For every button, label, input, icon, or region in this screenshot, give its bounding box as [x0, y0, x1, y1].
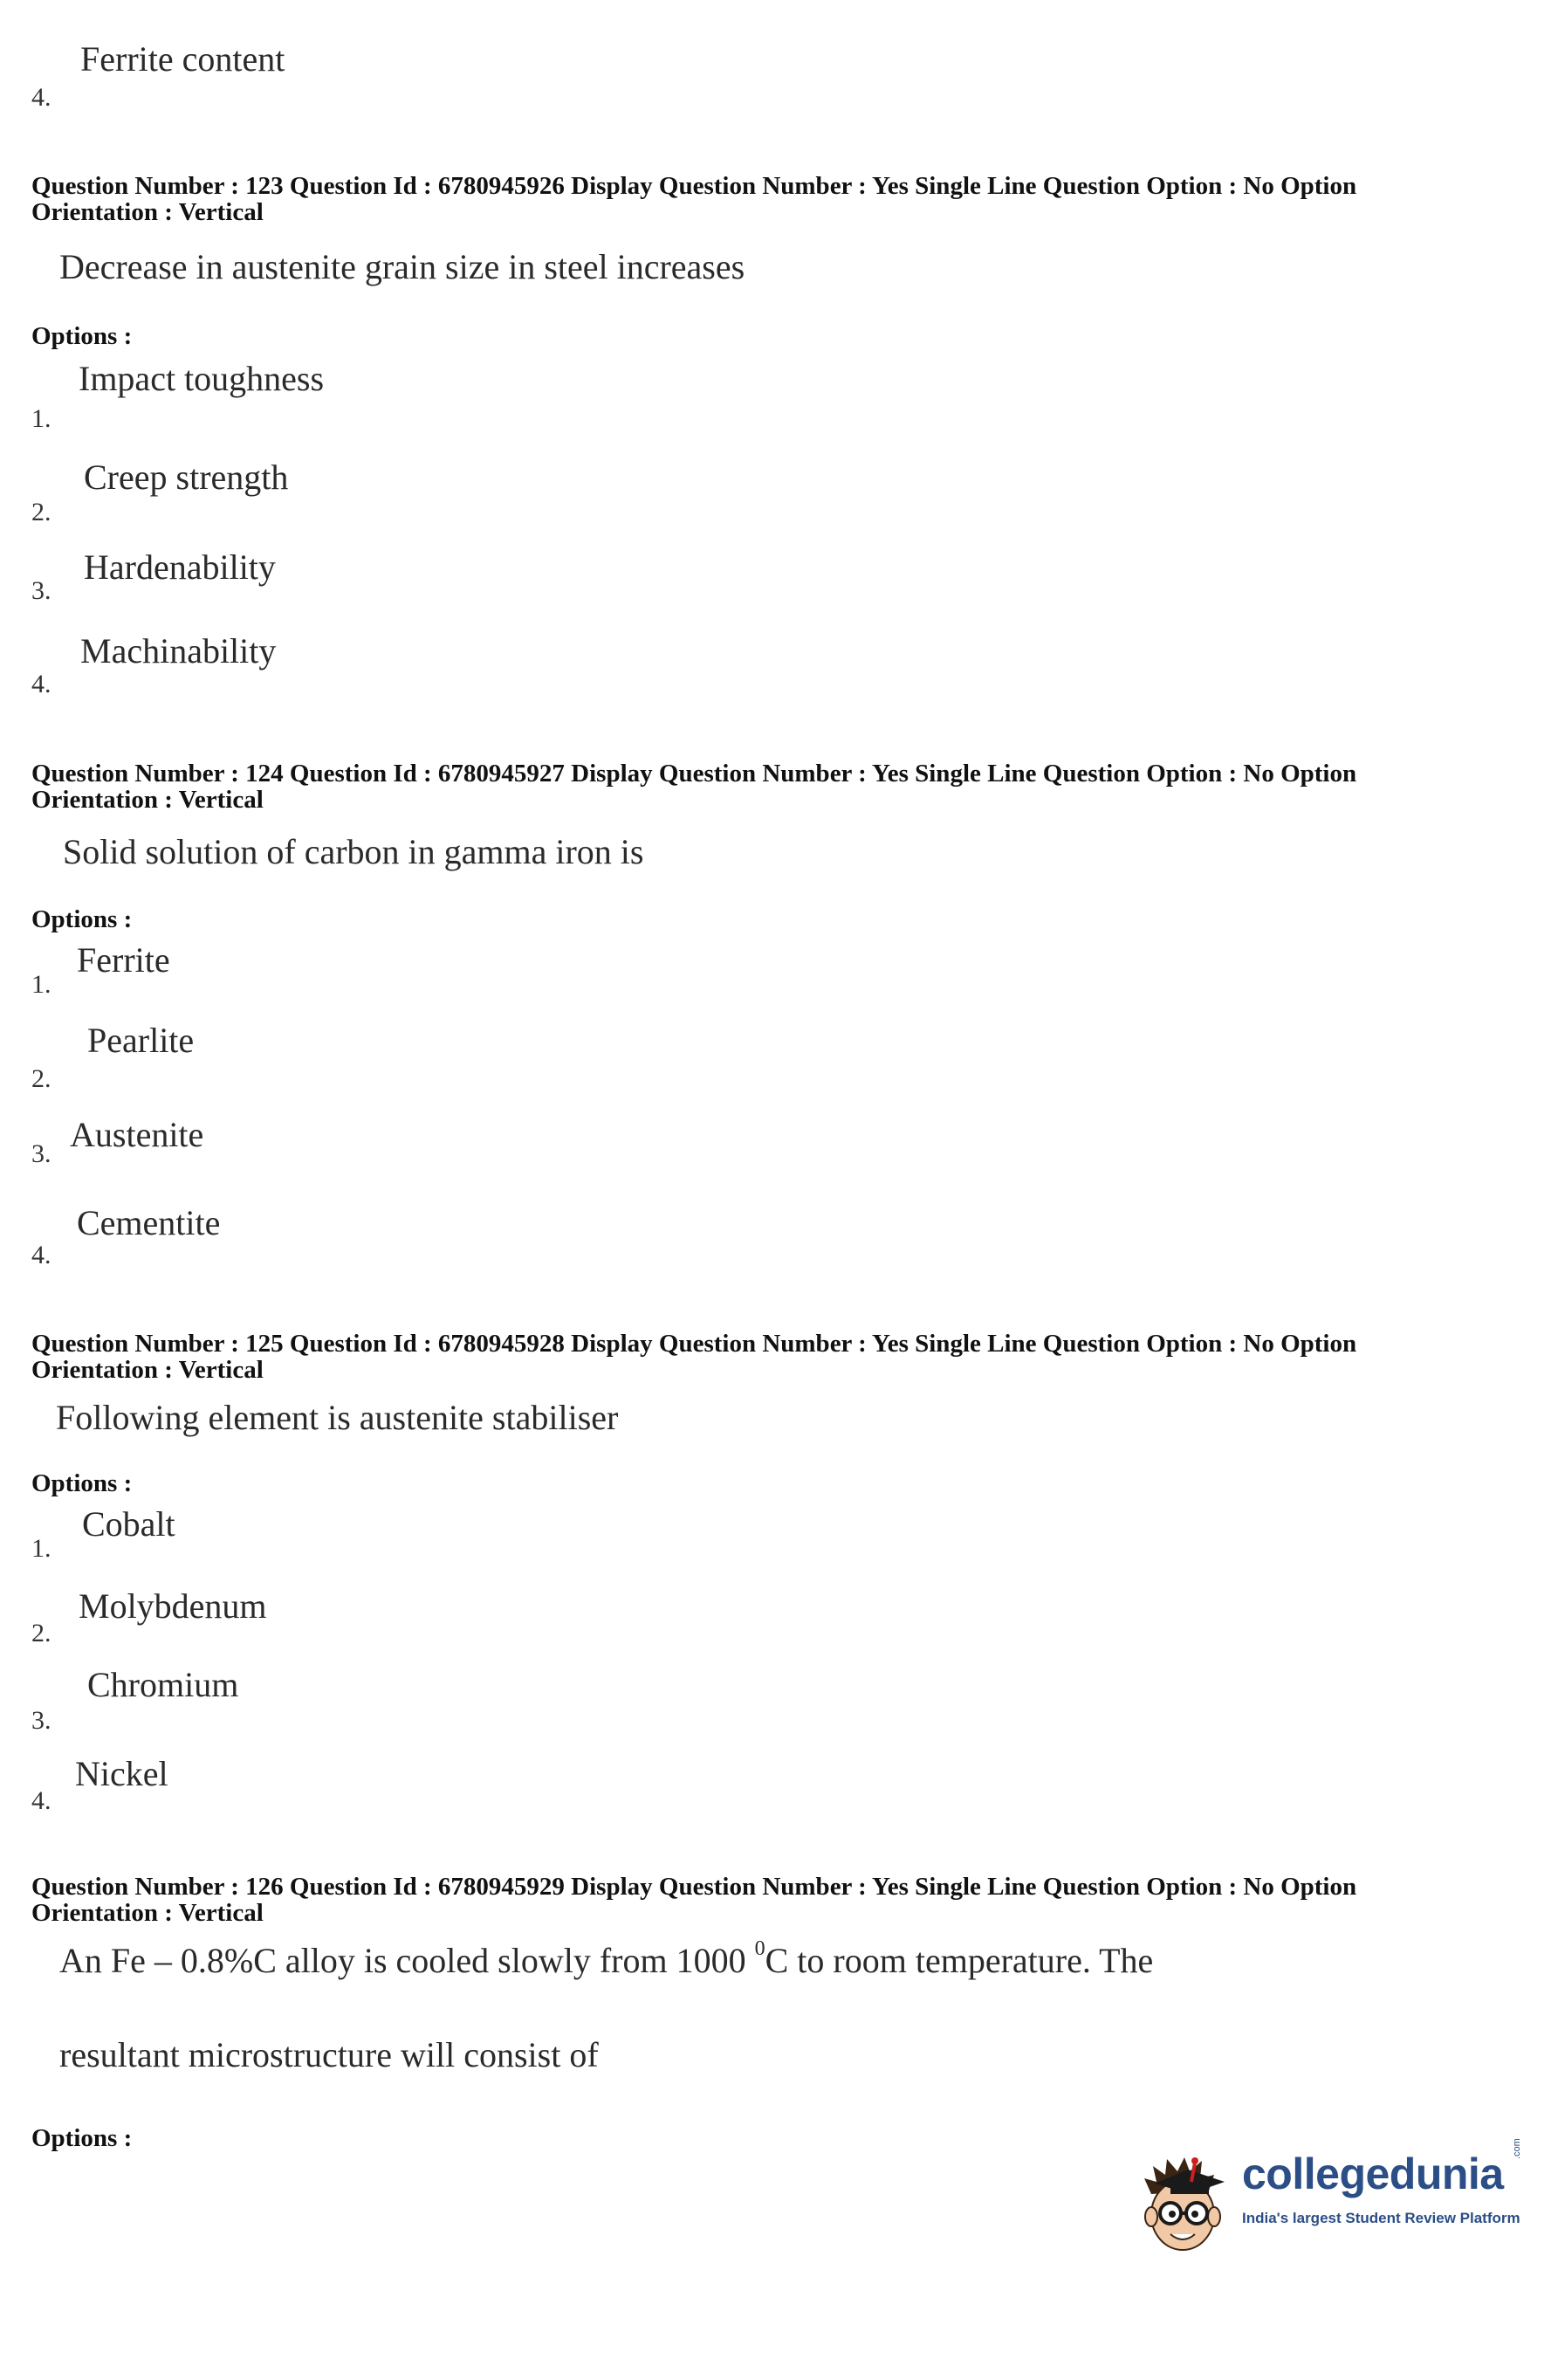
option-number: 4. — [31, 670, 51, 698]
question-text-part1: An Fe – 0.8%C alloy is cooled slowly from 1000 — [59, 1941, 755, 1980]
option-text: Cementite — [77, 1203, 221, 1242]
collegedunia-logo — [1139, 2138, 1532, 2257]
question-meta: Question Number : 123 Question Id : 6780945926 Display Question Number : Yes Single Line Question Option : No Option — [31, 172, 1357, 200]
logo-tagline: India's largest Student Review Platform — [1242, 2210, 1520, 2226]
option-number: 2. — [31, 498, 51, 526]
question-meta-orientation: Orientation : Vertical — [31, 198, 264, 226]
option-number: 4. — [31, 1786, 51, 1815]
question-meta: Question Number : 125 Question Id : 6780945928 Display Question Number : Yes Single Line Question Option : No Option — [31, 1330, 1357, 1358]
options-label: Options : — [31, 2124, 133, 2152]
option-text: Machinability — [80, 631, 277, 671]
option-text: Ferrite — [77, 940, 170, 980]
question-meta: Question Number : 124 Question Id : 6780945927 Display Question Number : Yes Single Line Question Option : No Option — [31, 760, 1357, 788]
logo-wordmark: collegedunia — [1242, 2150, 1504, 2198]
option-text: Chromium — [87, 1665, 239, 1704]
option-number: 3. — [31, 576, 51, 605]
option-text: Nickel — [75, 1754, 168, 1793]
option-text: Ferrite content — [80, 39, 285, 79]
question-meta-orientation: Orientation : Vertical — [31, 1356, 264, 1384]
degree-superscript: 0 — [754, 1936, 765, 1960]
option-text: Austenite — [70, 1115, 204, 1154]
option-number: 1. — [31, 1534, 51, 1563]
option-number: 2. — [31, 1064, 51, 1093]
option-text: Hardenability — [84, 547, 276, 587]
question-meta: Question Number : 126 Question Id : 6780945929 Display Question Number : Yes Single Line Question Option : No Option — [31, 1873, 1357, 1901]
question-text: Decrease in austenite grain size in steel increases — [59, 247, 745, 286]
option-text: Pearlite — [87, 1021, 195, 1060]
option-number: 3. — [31, 1706, 51, 1735]
option-text: Impact toughness — [79, 359, 325, 398]
option-number: 4. — [31, 83, 51, 112]
option-text: Molybdenum — [79, 1586, 267, 1626]
option-number: 3. — [31, 1139, 51, 1168]
option-text: Cobalt — [82, 1504, 175, 1544]
question-text-line2: resultant microstructure will consist of — [59, 2035, 599, 2074]
option-text: Creep strength — [84, 457, 289, 497]
question-text-part2: C to room temperature. The — [765, 1941, 1154, 1980]
question-text: Solid solution of carbon in gamma iron is — [63, 832, 644, 871]
question-text — [59, 1936, 1154, 1981]
logo-suffix: .com — [1512, 2138, 1522, 2159]
mascot-icon — [1139, 2143, 1237, 2257]
option-number: 1. — [31, 404, 51, 433]
question-meta-orientation: Orientation : Vertical — [31, 786, 264, 814]
option-number: 1. — [31, 970, 51, 999]
question-text: Following element is austenite stabiliser — [56, 1398, 619, 1437]
question-meta-orientation: Orientation : Vertical — [31, 1899, 264, 1927]
option-number: 2. — [31, 1619, 51, 1647]
options-label: Options : — [31, 905, 133, 933]
options-label: Options : — [31, 1469, 133, 1497]
option-number: 4. — [31, 1241, 51, 1269]
options-label: Options : — [31, 322, 133, 350]
